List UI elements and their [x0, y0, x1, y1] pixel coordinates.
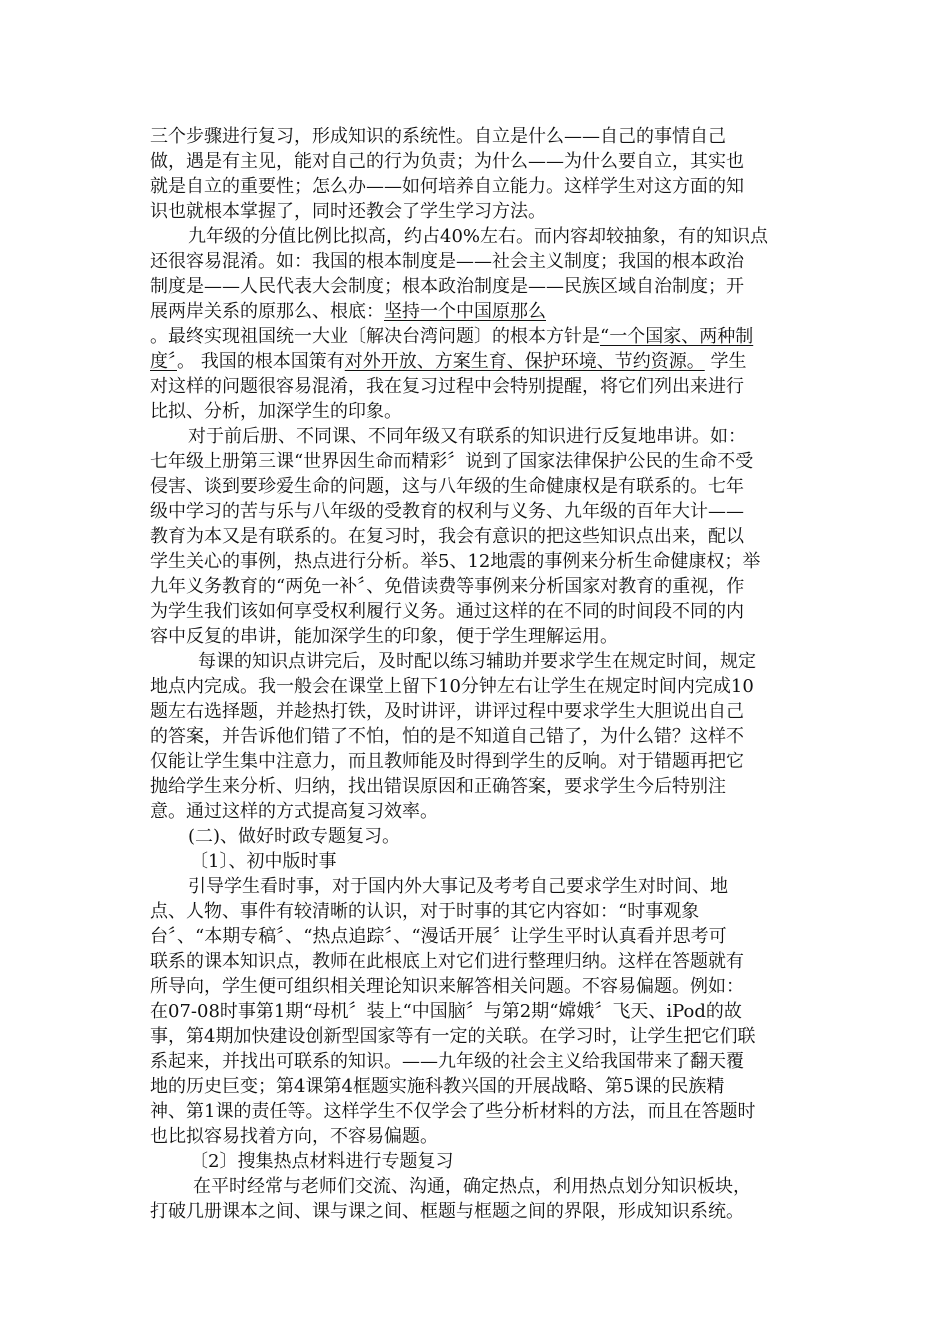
text-line: [150, 224, 800, 249]
line-text: 的答案，并告诉他们错了不怕，怕的是不知道自己错了，为什么错？这样不: [150, 726, 744, 747]
line-text: 地点内完成。我一般会在课堂上留下10分钟左右让学生在规定时间内完成10: [150, 676, 754, 697]
text-line: [150, 399, 800, 424]
text-line: [150, 474, 800, 499]
text-line: [150, 649, 800, 674]
line-text: 三个步骤进行复习，形成知识的系统性。自立是什么——自己的事情自己: [150, 126, 726, 147]
text-line: [150, 174, 800, 199]
line-text: 抛给学生来分析、归纳，找出错误原因和正确答案，要求学生今后特别注: [150, 776, 726, 797]
underlined-text: 度〞: [150, 351, 177, 372]
line-text: 题左右选择题，并趁热打铁，及时讲评，讲评过程中要求学生大胆说出自己: [150, 701, 744, 722]
line-text: 九年义务教育的“两免一补〞、免借读费等事例来分析国家对教育的重视，作: [150, 576, 745, 597]
line-text: 容中反复的串讲，能加深学生的印象，便于学生理解运用。: [150, 626, 618, 647]
text-line: [150, 599, 800, 624]
line-text: 事，第4期加快建设创新型国家等有一定的关联。在学习时，让学生把它们联: [150, 1026, 756, 1047]
document-body: [150, 124, 800, 1224]
line-text: 比拟、分析，加深学生的印象。: [150, 401, 402, 422]
line-text: 就是自立的重要性；怎么办——如何培养自立能力。这样学生对这方面的知: [150, 176, 744, 197]
text-line: [150, 899, 800, 924]
text-line: [150, 324, 800, 349]
text-line: [150, 624, 800, 649]
line-text: 级中学习的苦与乐与八年级的受教育的权利与义务、九年级的百年大计——: [150, 501, 744, 522]
text-line: [150, 424, 800, 449]
text-line: [150, 999, 800, 1024]
text-line: [150, 249, 800, 274]
line-text: 系起来，并找出可联系的知识。——九年级的社会主义给我国带来了翻天覆: [150, 1051, 744, 1072]
underlined-text: 对外开放、方案生育、保护环境、节约资源。: [344, 351, 705, 372]
text-line: [150, 449, 800, 474]
line-text: 侵害、谈到要珍爱生命的问题，这与八年级的生命健康权是有联系的。七年: [150, 476, 744, 497]
text-line: [150, 1099, 800, 1124]
text-line: [150, 274, 800, 299]
line-text: 识也就根本掌握了，同时还教会了学生学习方法。: [150, 201, 546, 222]
line-text: (二)、做好时政专题复习。: [188, 826, 401, 847]
text-line: [150, 974, 800, 999]
text-line: [150, 1074, 800, 1099]
line-text: 制度是——人民代表大会制度；根本政治制度是——民族区域自治制度；开: [150, 276, 744, 297]
text-line: [150, 724, 800, 749]
text-line: [150, 924, 800, 949]
text-line: [150, 799, 800, 824]
text-line: [150, 749, 800, 774]
text-line: [150, 499, 800, 524]
line-text: 也比拟容易找着方向，不容易偏题。: [150, 1126, 438, 1147]
text-line: [150, 574, 800, 599]
line-text: 打破几册课本之间、课与课之间、框题与框题之间的界限，形成知识系统。: [150, 1201, 744, 1222]
text-line: [150, 1049, 800, 1074]
line-text: 九年级的分值比例比拟高，约占40%左右。而内容却较抽象，有的知识点: [188, 226, 769, 247]
text-line: [150, 1174, 800, 1199]
text-line: [150, 374, 800, 399]
text-line: [150, 849, 800, 874]
line-text: 做，遇是有主见，能对自己的行为负责；为什么——为什么要自立，其实也: [150, 151, 744, 172]
text-line: [150, 124, 800, 149]
line-text: 展两岸关系的原那么、根底：: [150, 301, 384, 322]
line-text: 对于前后册、不同课、不同年级又有联系的知识进行反复地串讲。如：: [188, 426, 746, 447]
line-text: 教育为本又是有联系的。在复习时，我会有意识的把这些知识点出来，配以: [150, 526, 744, 547]
line-text: 联系的课本知识点，教师在此根底上对它们进行整理归纳。这样在答题就有: [150, 951, 744, 972]
line-text: 。 我国的根本国策有: [177, 351, 345, 372]
text-line: [150, 299, 800, 324]
line-text: 学生: [704, 351, 747, 372]
line-text: 。最终实现祖国统一大业〔解决台湾问题〕的根本方针是: [150, 326, 600, 347]
line-text: 在平时经常与老师们交流、沟通，确定热点，利用热点划分知识板块，: [193, 1176, 751, 1197]
text-line: [150, 149, 800, 174]
text-line: [150, 674, 800, 699]
text-line: [150, 1149, 800, 1174]
line-text: 七年级上册第三课“世界因生命而精彩〞说到了国家法律保护公民的生命不受: [150, 451, 754, 472]
text-line: [150, 949, 800, 974]
line-text: 点、人物、事件有较清晰的认识，对于时事的其它内容如：“时事观象: [150, 901, 700, 922]
text-line: [150, 549, 800, 574]
text-line: [150, 824, 800, 849]
line-text: 每课的知识点讲完后，及时配以练习辅助并要求学生在规定时间，规定: [198, 651, 756, 672]
underlined-text: “一个国家、两种制: [600, 326, 754, 347]
text-line: [150, 1024, 800, 1049]
text-line: [150, 349, 800, 374]
line-text: 台〞、“本期专稿〞、“热点追踪〞、“漫话开展〞让学生平时认真看并思考可: [150, 926, 727, 947]
text-line: [150, 1124, 800, 1149]
line-text: 地的历史巨变；第4课第4框题实施科教兴国的开展战略、第5课的民族精: [150, 1076, 725, 1097]
text-line: [150, 699, 800, 724]
line-text: 〔1〕、初中版时事: [190, 851, 337, 872]
line-text: 在07-08时事第1期“母机〞装上“中国脑〞与第2期“嫦娥〞飞天、iPod的故: [150, 1001, 742, 1022]
line-text: 还很容易混淆。如：我国的根本制度是——社会主义制度；我国的根本政治: [150, 251, 744, 272]
line-text: 学生关心的事例，热点进行分析。举5、12地震的事例来分析生命健康权；举: [150, 551, 761, 572]
text-line: [150, 524, 800, 549]
underlined-text: 坚持一个中国原那么: [384, 301, 546, 322]
text-line: [150, 1199, 800, 1224]
line-text: 〔2〕搜集热点材料进行专题复习: [190, 1151, 454, 1172]
line-text: 神、第1课的责任等。这样学生不仅学会了些分析材料的方法，而且在答题时: [150, 1101, 756, 1122]
line-text: 为学生我们该如何享受权利履行义务。通过这样的在不同的时间段不同的内: [150, 601, 744, 622]
text-line: [150, 774, 800, 799]
text-line: [150, 199, 800, 224]
text-line: [150, 874, 800, 899]
line-text: 所导向，学生便可组织相关理论知识来解答相关问题。不容易偏题。例如：: [150, 976, 744, 997]
line-text: 对这样的问题很容易混淆，我在复习过程中会特别提醒，将它们列出来进行: [150, 376, 744, 397]
line-text: 仅能让学生集中注意力，而且教师能及时得到学生的反响。对于错题再把它: [150, 751, 744, 772]
line-text: 意。通过这样的方式提高复习效率。: [150, 801, 438, 822]
line-text: 引导学生看时事，对于国内外大事记及考考自己要求学生对时间、地: [188, 876, 728, 897]
